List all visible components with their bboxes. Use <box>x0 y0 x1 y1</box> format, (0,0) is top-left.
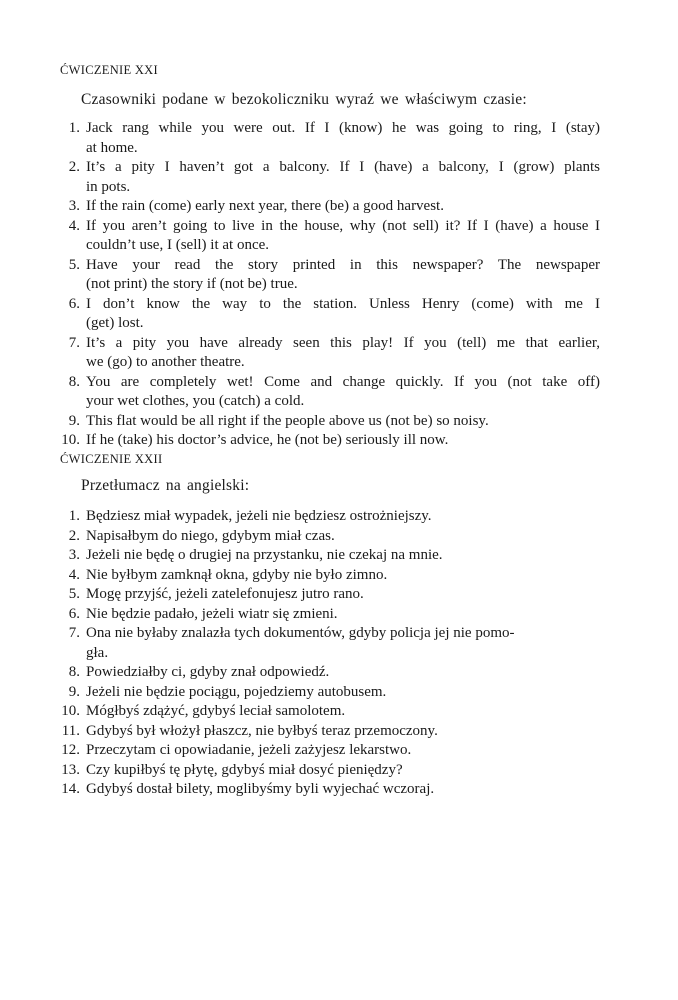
item-text <box>86 295 600 334</box>
item-number: 8. <box>68 664 80 680</box>
item-text <box>86 527 600 547</box>
exercise-item <box>0 585 678 605</box>
exercise-item <box>0 702 678 722</box>
item-text-line: Przeczytam ci opowiadanie, jeżeli zażyjesz lekarstwo. <box>86 742 412 758</box>
exercise-22-heading: ĆWICZENIE XXII <box>60 452 163 466</box>
exercise-item <box>0 546 678 566</box>
item-number: 2. <box>68 159 80 175</box>
exercise-22-list <box>0 507 678 800</box>
item-text-line: Będziesz miał wypadek, jeżeli nie będziesz ostrożniejszy. <box>86 508 432 524</box>
item-text-line: Have your read the story printed in this newspaper? The newspaper <box>86 256 600 273</box>
item-text-continuation: in pots. <box>86 178 131 195</box>
exercise-22-instruction: Przetłumacz na angielski: <box>81 477 250 494</box>
item-text-line: Jack rang while you were out. If I (know) he was going to ring, I (stay) <box>86 120 600 136</box>
item-text-continuation: at home. <box>86 139 138 156</box>
item-number: 7. <box>68 334 80 351</box>
item-text-line: This flat would be all right if the people above us (not be) so noisy. <box>86 412 489 429</box>
item-text-continuation: (get) lost. <box>86 315 144 331</box>
item-text-line: Gdybyś był włożył płaszcz, nie byłbyś teraz przemoczony. <box>86 722 438 739</box>
item-number: 9. <box>68 683 80 700</box>
item-number: 2. <box>68 527 80 544</box>
item-text <box>86 373 600 412</box>
item-text <box>86 585 600 605</box>
item-text-continuation: (not print) the story if (not be) true. <box>86 276 298 292</box>
exercise-item <box>0 373 678 412</box>
item-text <box>86 412 600 432</box>
item-text-line: Jeżeli nie będę o drugiej na przystanku, nie czekaj na mnie. <box>86 547 443 563</box>
item-text <box>86 507 600 527</box>
item-number: 6. <box>68 295 80 312</box>
item-number: 10. <box>61 432 80 448</box>
exercise-item <box>0 256 678 295</box>
item-number: 9. <box>68 412 80 429</box>
item-number: 8. <box>68 373 80 390</box>
item-number: 13. <box>61 761 80 778</box>
item-text-line: Nie byłbym zamknął okna, gdyby nie było zimno. <box>86 566 388 583</box>
exercise-item <box>0 683 678 703</box>
exercise-item <box>0 663 678 683</box>
item-text-line: Ona nie byłaby znalazła tych dokumentów, gdyby policja jej nie pomo- <box>86 625 515 641</box>
item-number: 1. <box>68 508 80 524</box>
item-number: 3. <box>68 198 80 214</box>
exercise-item <box>0 158 678 197</box>
item-text <box>86 197 600 217</box>
item-number: 5. <box>68 586 80 602</box>
item-text <box>86 683 600 703</box>
exercise-item <box>0 722 678 742</box>
item-text-line: You are completely wet! Come and change quickly. If you (not take off) <box>86 373 600 390</box>
item-text <box>86 761 600 781</box>
exercise-item <box>0 624 678 663</box>
exercise-item <box>0 412 678 432</box>
item-text <box>86 256 600 295</box>
item-text-line: Jeżeli nie będzie pociągu, pojedziemy autobusem. <box>86 683 387 700</box>
item-text-line: It’s a pity you have already seen this play! If you (tell) me that earlier, <box>86 334 600 351</box>
exercise-21-heading: ĆWICZENIE XXI <box>60 63 158 77</box>
item-text-line: If you aren’t going to live in the house, why (not sell) it? If I (have) a house I <box>86 217 600 234</box>
item-text-line: If he (take) his doctor’s advice, he (not be) seriously ill now. <box>86 432 449 448</box>
item-text <box>86 334 600 373</box>
exercise-item <box>0 334 678 373</box>
item-text-line: Mógłbyś zdążyć, gdybyś leciał samolotem. <box>86 703 346 719</box>
item-number: 4. <box>68 566 80 583</box>
exercise-item <box>0 431 678 451</box>
item-text <box>86 431 600 451</box>
item-number: 12. <box>61 742 80 758</box>
item-text-continuation: gła. <box>86 644 109 661</box>
item-number: 1. <box>68 120 80 136</box>
item-text-continuation: couldn’t use, I (sell) it at once. <box>86 237 270 253</box>
item-text <box>86 546 600 566</box>
item-text-line: Napisałbym do niego, gdybym miał czas. <box>86 527 335 544</box>
item-number: 10. <box>61 703 80 719</box>
item-text <box>86 605 600 625</box>
exercise-item <box>0 527 678 547</box>
exercise-21-instruction: Czasowniki podane w bezokoliczniku wyraź we właściwym czasie: <box>81 91 527 108</box>
item-text-line: It’s a pity I haven’t got a balcony. If I (have) a balcony, I (grow) plants <box>86 159 600 175</box>
item-text-line: If the rain (come) early next year, there (be) a good harvest. <box>86 198 444 214</box>
item-number: 3. <box>68 547 80 563</box>
exercise-item <box>0 295 678 334</box>
item-number: 14. <box>61 781 80 797</box>
exercise-item <box>0 197 678 217</box>
exercise-item <box>0 780 678 800</box>
item-number: 4. <box>68 217 80 234</box>
item-text <box>86 663 600 683</box>
exercise-item <box>0 507 678 527</box>
exercise-item <box>0 741 678 761</box>
item-text <box>86 722 600 742</box>
item-text <box>86 702 600 722</box>
exercise-item <box>0 605 678 625</box>
item-text-line: I don’t know the way to the station. Unless Henry (come) with me I <box>86 295 600 312</box>
item-text <box>86 566 600 586</box>
exercise-21-list <box>0 119 678 451</box>
item-text <box>86 217 600 256</box>
item-text-line: Powiedziałby ci, gdyby znał odpowiedź. <box>86 664 330 680</box>
item-text-line: Mogę przyjść, jeżeli zatelefonujesz jutro rano. <box>86 586 364 602</box>
item-text-line: Czy kupiłbyś tę płytę, gdybyś miał dosyć pieniędzy? <box>86 761 403 778</box>
item-text-continuation: your wet clothes, you (catch) a cold. <box>86 393 305 409</box>
item-number: 5. <box>68 256 80 273</box>
item-text-line: Gdybyś dostał bilety, moglibyśmy byli wyjechać wczoraj. <box>86 781 435 797</box>
item-text-continuation: we (go) to another theatre. <box>86 354 245 370</box>
exercise-item <box>0 566 678 586</box>
item-text <box>86 158 600 197</box>
item-text <box>86 119 600 158</box>
exercise-item <box>0 119 678 158</box>
item-text <box>86 741 600 761</box>
item-text <box>86 624 600 663</box>
exercise-item <box>0 217 678 256</box>
item-number: 7. <box>68 625 80 641</box>
item-number: 6. <box>68 605 80 622</box>
item-number: 11. <box>61 722 80 739</box>
item-text <box>86 780 600 800</box>
exercise-item <box>0 761 678 781</box>
item-text-line: Nie będzie padało, jeżeli wiatr się zmieni. <box>86 605 338 622</box>
